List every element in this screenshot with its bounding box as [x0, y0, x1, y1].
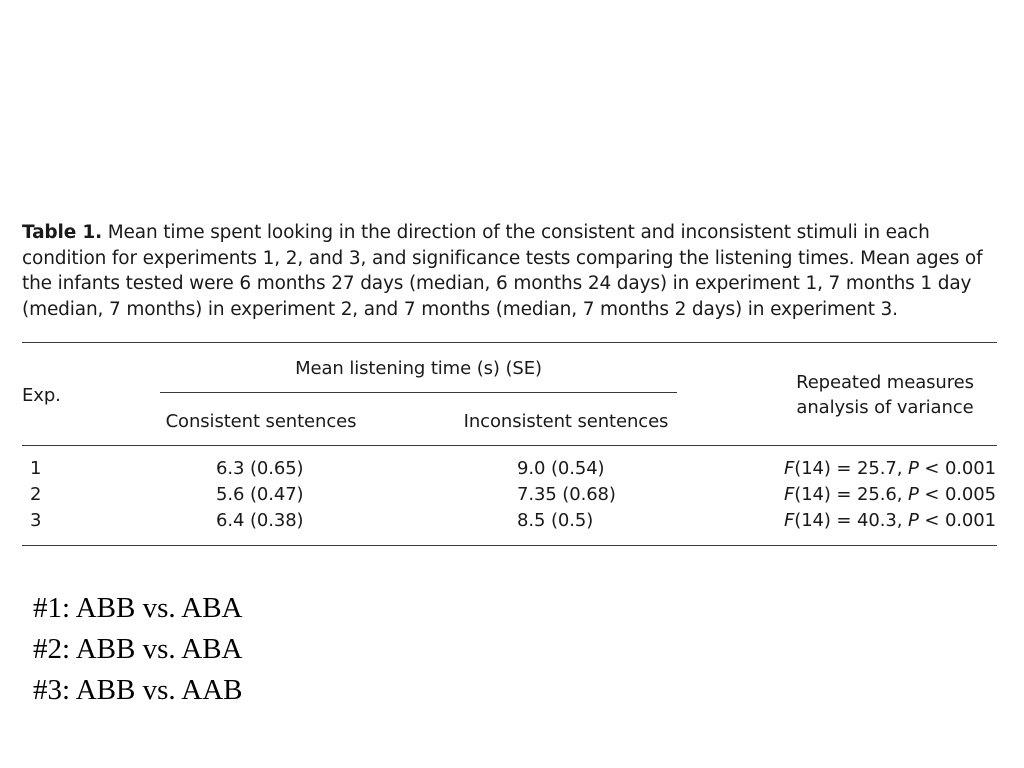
- table-caption-text: Mean time spent looking in the direction of the consistent and inconsistent stimuli in each condition for experiments 1, 2, and 3, and significance tests comparing the listening times. Mean ages of the infants tested were 6 months 27 days (median, 6 months 24 days) in experiment 1, 7 months 1 day (median, 7 months) in experiment 2, and 7 months (median, 7 months 2 days) in experiment 3.: [22, 222, 983, 320]
- group-header-rule: [160, 392, 677, 393]
- p-symbol: P: [907, 510, 919, 531]
- header-anova-line1: Repeated measures: [796, 372, 974, 393]
- p-value: < 0.005: [918, 484, 996, 505]
- cell-inconsistent: 9.0 (0.54): [517, 458, 605, 479]
- condition-notes: [33, 588, 243, 711]
- note-line: #2: ABB vs. ABA: [33, 633, 243, 665]
- cell-exp: 2: [30, 484, 42, 505]
- cell-consistent: 6.3 (0.65): [216, 458, 304, 479]
- cell-anova: [784, 508, 996, 533]
- cell-anova: [784, 456, 996, 481]
- note-line: #1: ABB vs. ABA: [33, 592, 243, 624]
- f-symbol: F: [784, 458, 795, 479]
- f-value: (14) = 25.7,: [794, 458, 908, 479]
- p-symbol: P: [907, 458, 919, 479]
- cell-exp: 1: [30, 458, 42, 479]
- table-bottom-rule: [22, 545, 997, 546]
- cell-anova: [784, 482, 996, 507]
- table-caption: [22, 220, 1004, 322]
- header-exp: Exp.: [22, 385, 61, 406]
- cell-inconsistent: 7.35 (0.68): [517, 484, 616, 505]
- header-anova-line2: analysis of variance: [796, 397, 974, 418]
- note-line: #3: ABB vs. AAB: [33, 674, 243, 706]
- cell-consistent: 5.6 (0.47): [216, 484, 304, 505]
- header-mean-listening-time: Mean listening time (s) (SE): [295, 358, 542, 379]
- table-label: Table 1.: [22, 222, 102, 243]
- header-consistent-sentences: Consistent sentences: [165, 411, 357, 432]
- f-value: (14) = 25.6,: [794, 484, 908, 505]
- header-inconsistent-sentences: Inconsistent sentences: [463, 411, 669, 432]
- f-symbol: F: [784, 484, 795, 505]
- table-top-rule: [22, 342, 997, 343]
- p-value: < 0.001: [918, 510, 996, 531]
- p-value: < 0.001: [918, 458, 996, 479]
- header-bottom-rule: [22, 445, 997, 446]
- f-value: (14) = 40.3,: [794, 510, 908, 531]
- cell-exp: 3: [30, 510, 42, 531]
- p-symbol: P: [907, 484, 919, 505]
- cell-inconsistent: 8.5 (0.5): [517, 510, 594, 531]
- cell-consistent: 6.4 (0.38): [216, 510, 304, 531]
- f-symbol: F: [784, 510, 795, 531]
